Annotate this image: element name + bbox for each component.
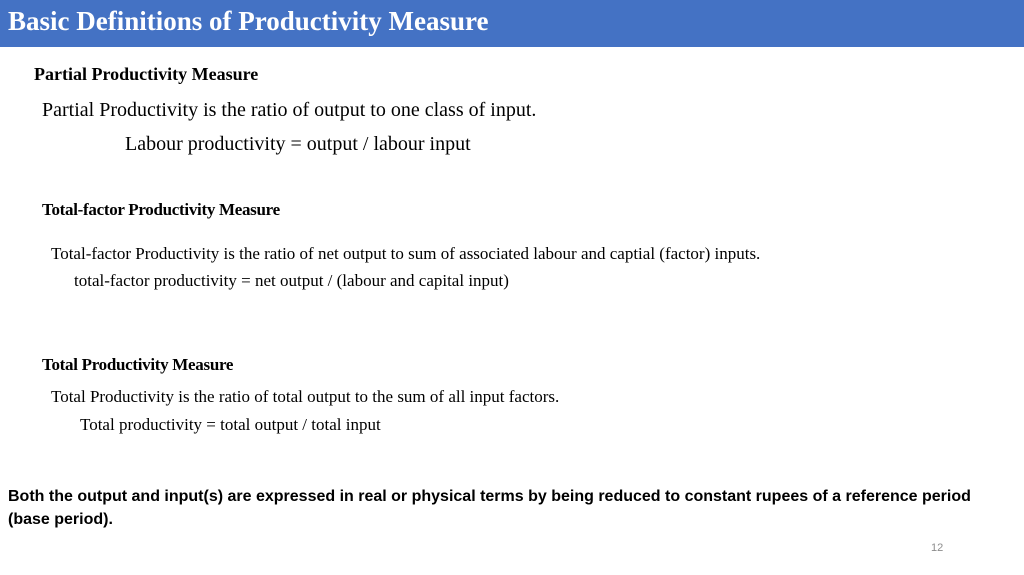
total-factor-heading: Total-factor Productivity Measure: [42, 200, 280, 219]
total-factor-formula: total-factor productivity = net output / (labour and capital input): [74, 271, 509, 290]
footnote: Both the output and input(s) are expressed in real or physical terms by being reduced to constant rupees of a reference period (base period).: [8, 488, 971, 528]
partial-formula: Labour productivity = output / labour input: [125, 133, 471, 155]
partial-heading: Partial Productivity Measure: [34, 64, 259, 84]
partial-definition: Partial Productivity is the ratio of output to one class of input.: [42, 99, 537, 121]
slide-title: Basic Definitions of Productivity Measure: [8, 6, 489, 36]
total-heading: Total Productivity Measure: [42, 355, 234, 374]
total-definition: Total Productivity is the ratio of total output to the sum of all input factors.: [51, 387, 560, 406]
page-number: 12: [931, 542, 944, 554]
total-formula: Total productivity = total output / total input: [80, 415, 381, 434]
title-bar: [0, 0, 1024, 47]
total-factor-definition: Total-factor Productivity is the ratio of net output to sum of associated labour and captial (factor) inputs.: [51, 244, 761, 263]
